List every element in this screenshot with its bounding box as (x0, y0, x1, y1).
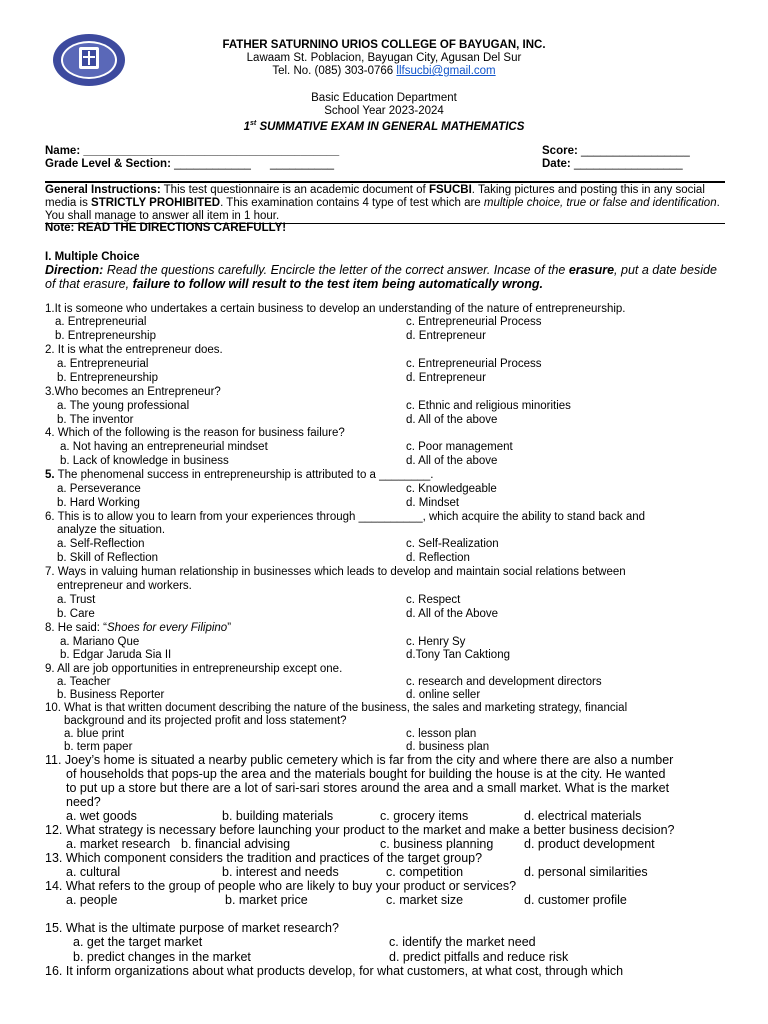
instructions-line3: You shall manage to answer all item in 1 hour. (45, 210, 280, 222)
option-5a[interactable]: a. Perseverance (57, 483, 141, 495)
question-11: 11. Joey’s home is situated a nearby public cemetery which is far from the city and where there are also a number (45, 753, 674, 767)
option-14b[interactable]: b. market price (225, 893, 308, 907)
option-7c[interactable]: c. Respect (406, 594, 461, 606)
question-7-line2: entrepreneur and workers. (57, 580, 192, 592)
name-field[interactable]: Name: ________________________________________ (45, 145, 340, 157)
question-10: 10. What is that written document describing the nature of the business, the sales and marketing strategy, financial (45, 702, 628, 714)
grade-section-field[interactable]: Grade Level & Section: ____________ __________ (45, 158, 334, 170)
option-15b[interactable]: b. predict changes in the market (73, 950, 251, 964)
option-12a[interactable]: a. market research (66, 837, 171, 851)
email-link[interactable]: llfsucbi@gmail.com (396, 65, 496, 77)
school-address: Lawaam St. Poblacion, Bayugan City, Agusan Del Sur (246, 52, 522, 64)
option-6c[interactable]: c. Self-Realization (406, 538, 499, 550)
option-11c[interactable]: c. grocery items (380, 809, 469, 823)
option-2b[interactable]: b. Entrepreneurship (57, 372, 159, 384)
question-11-line2: of households that pops-up the area and the materials bought for building the house is at the city. He wanted (66, 767, 666, 781)
option-10a[interactable]: a. blue print (64, 728, 125, 740)
option-8c[interactable]: c. Henry Sy (406, 636, 466, 648)
option-3c[interactable]: c. Ethnic and religious minorities (406, 400, 571, 412)
option-1a[interactable]: a. Entrepreneurial (55, 316, 147, 328)
option-12c[interactable]: c. business planning (380, 837, 494, 851)
option-8d[interactable]: d.Tony Tan Caktiong (406, 649, 510, 661)
question-11-line3: to put up a store but there are a lot of sari-sari stores around the area and a small market. What is the market (66, 781, 670, 795)
option-13a[interactable]: a. cultural (66, 865, 121, 879)
note: Note: READ THE DIRECTIONS CAREFULLY! (45, 222, 287, 234)
instructions-line2: media is STRICTLY PROHIBITED. This examination contains 4 type of test which are multiple choice, true or false and identification. (45, 197, 720, 209)
question-10-line2: background and its projected profit and loss statement? (64, 715, 347, 727)
instructions-line1: General Instructions: This test questionnaire is an academic document of FSUCBI. Taking pictures and posting this in any social (45, 184, 705, 196)
option-9b[interactable]: b. Business Reporter (57, 689, 165, 701)
direction-line1: Direction: Read the questions carefully. Encircle the letter of the correct answer. Incase of the erasure, put a date beside (45, 263, 717, 277)
question-14: 14. What refers to the group of people who are likely to buy your product or services? (45, 879, 517, 893)
option-4d[interactable]: d. All of the above (406, 455, 498, 467)
option-9d[interactable]: d. online seller (406, 689, 481, 701)
option-7a[interactable]: a. Trust (57, 594, 96, 606)
question-4: 4. Which of the following is the reason for business failure? (45, 427, 345, 439)
question-6: 6. This is to allow you to learn from your experiences through __________, which acquire the ability to stand back and (45, 511, 646, 523)
contact-line (0, 64, 768, 78)
option-6b[interactable]: b. Skill of Reflection (57, 552, 158, 564)
option-3a[interactable]: a. The young professional (57, 400, 190, 412)
question-11-line4: need? (66, 795, 101, 809)
score-field[interactable]: Score: _________________ (542, 145, 690, 157)
question-1: 1.It is someone who undertakes a certain business to develop an understanding of the nature of entrepreneurship. (45, 303, 626, 315)
option-11a[interactable]: a. wet goods (66, 809, 137, 823)
question-12: 12. What strategy is necessary before launching your product to the market and make a better business decision? (45, 823, 675, 837)
option-15a[interactable]: a. get the target market (73, 935, 203, 949)
option-4b[interactable]: b. Lack of knowledge in business (60, 455, 229, 467)
option-10d[interactable]: d. business plan (406, 741, 490, 753)
option-14d[interactable]: d. customer profile (524, 893, 627, 907)
school-year: School Year 2023-2024 (324, 105, 444, 117)
option-7b[interactable]: b. Care (57, 608, 95, 620)
question-3: 3.Who becomes an Entrepreneur? (45, 386, 221, 398)
direction-line2: of that erasure, failure to follow will result to the test item being automatically wrong. (45, 277, 544, 291)
option-11d[interactable]: d. electrical materials (524, 809, 642, 823)
option-6d[interactable]: d. Reflection (406, 552, 470, 564)
option-12b[interactable]: b. financial advising (181, 837, 291, 851)
option-12d[interactable]: d. product development (524, 837, 655, 851)
question-2: 2. It is what the entrepreneur does. (45, 344, 223, 356)
exam-title: 1st SUMMATIVE EXAM IN GENERAL MATHEMATICS (243, 120, 525, 133)
option-9c[interactable]: c. research and development directors (406, 676, 602, 688)
option-5b[interactable]: b. Hard Working (57, 497, 140, 509)
option-8b[interactable]: b. Edgar Jaruda Sia II (60, 649, 172, 661)
option-13c[interactable]: c. competition (386, 865, 464, 879)
question-16: 16. It inform organizations about what products develop, for what customers, at what cost, through which (45, 964, 624, 978)
option-2a[interactable]: a. Entrepreneurial (57, 358, 149, 370)
option-2c[interactable]: c. Entrepreneurial Process (406, 358, 542, 370)
option-7d[interactable]: d. All of the Above (406, 608, 499, 620)
option-4a[interactable]: a. Not having an entrepreneurial mindset (60, 441, 268, 453)
option-14a[interactable]: a. people (66, 893, 118, 907)
section-title: I. Multiple Choice (45, 251, 140, 263)
date-field[interactable]: Date: _________________ (542, 158, 683, 170)
option-1c[interactable]: c. Entrepreneurial Process (406, 316, 542, 328)
option-10b[interactable]: b. term paper (64, 741, 133, 753)
telephone: Tel. No. (085) 303-0766 (272, 65, 397, 77)
option-3d[interactable]: d. All of the above (406, 414, 498, 426)
option-8a[interactable]: a. Mariano Que (60, 636, 140, 648)
question-8: 8. He said: “Shoes for every Filipino” (45, 622, 232, 634)
option-13d[interactable]: d. personal similarities (524, 865, 648, 879)
option-5c[interactable]: c. Knowledgeable (406, 483, 497, 495)
option-6a[interactable]: a. Self-Reflection (57, 538, 145, 550)
option-5d[interactable]: d. Mindset (406, 497, 460, 509)
question-5: 5. The phenomenal success in entrepreneurship is attributed to a ________. (45, 469, 434, 481)
option-9a[interactable]: a. Teacher (57, 676, 111, 688)
option-15d[interactable]: d. predict pitfalls and reduce risk (389, 950, 569, 964)
option-1b[interactable]: b. Entrepreneurship (55, 330, 157, 342)
question-9: 9. All are job opportunities in entrepreneurship except one. (45, 663, 343, 675)
option-14c[interactable]: c. market size (386, 893, 464, 907)
question-7: 7. Ways in valuing human relationship in businesses which leads to develop and maintain social relations between (45, 566, 626, 578)
question-6-line2: analyze the situation. (57, 524, 166, 536)
option-11b[interactable]: b. building materials (222, 809, 334, 823)
option-4c[interactable]: c. Poor management (406, 441, 513, 453)
option-13b[interactable]: b. interest and needs (222, 865, 339, 879)
question-13: 13. Which component considers the tradition and practices of the target group? (45, 851, 483, 865)
option-15c[interactable]: c. identify the market need (389, 935, 536, 949)
school-name: FATHER SATURNINO URIOS COLLEGE OF BAYUGAN, INC. (222, 39, 546, 51)
option-2d[interactable]: d. Entrepreneur (406, 372, 486, 384)
department: Basic Education Department (311, 92, 457, 104)
option-10c[interactable]: c. lesson plan (406, 728, 477, 740)
option-1d[interactable]: d. Entrepreneur (406, 330, 486, 342)
option-3b[interactable]: b. The inventor (57, 414, 134, 426)
question-15: 15. What is the ultimate purpose of market research? (45, 921, 339, 935)
